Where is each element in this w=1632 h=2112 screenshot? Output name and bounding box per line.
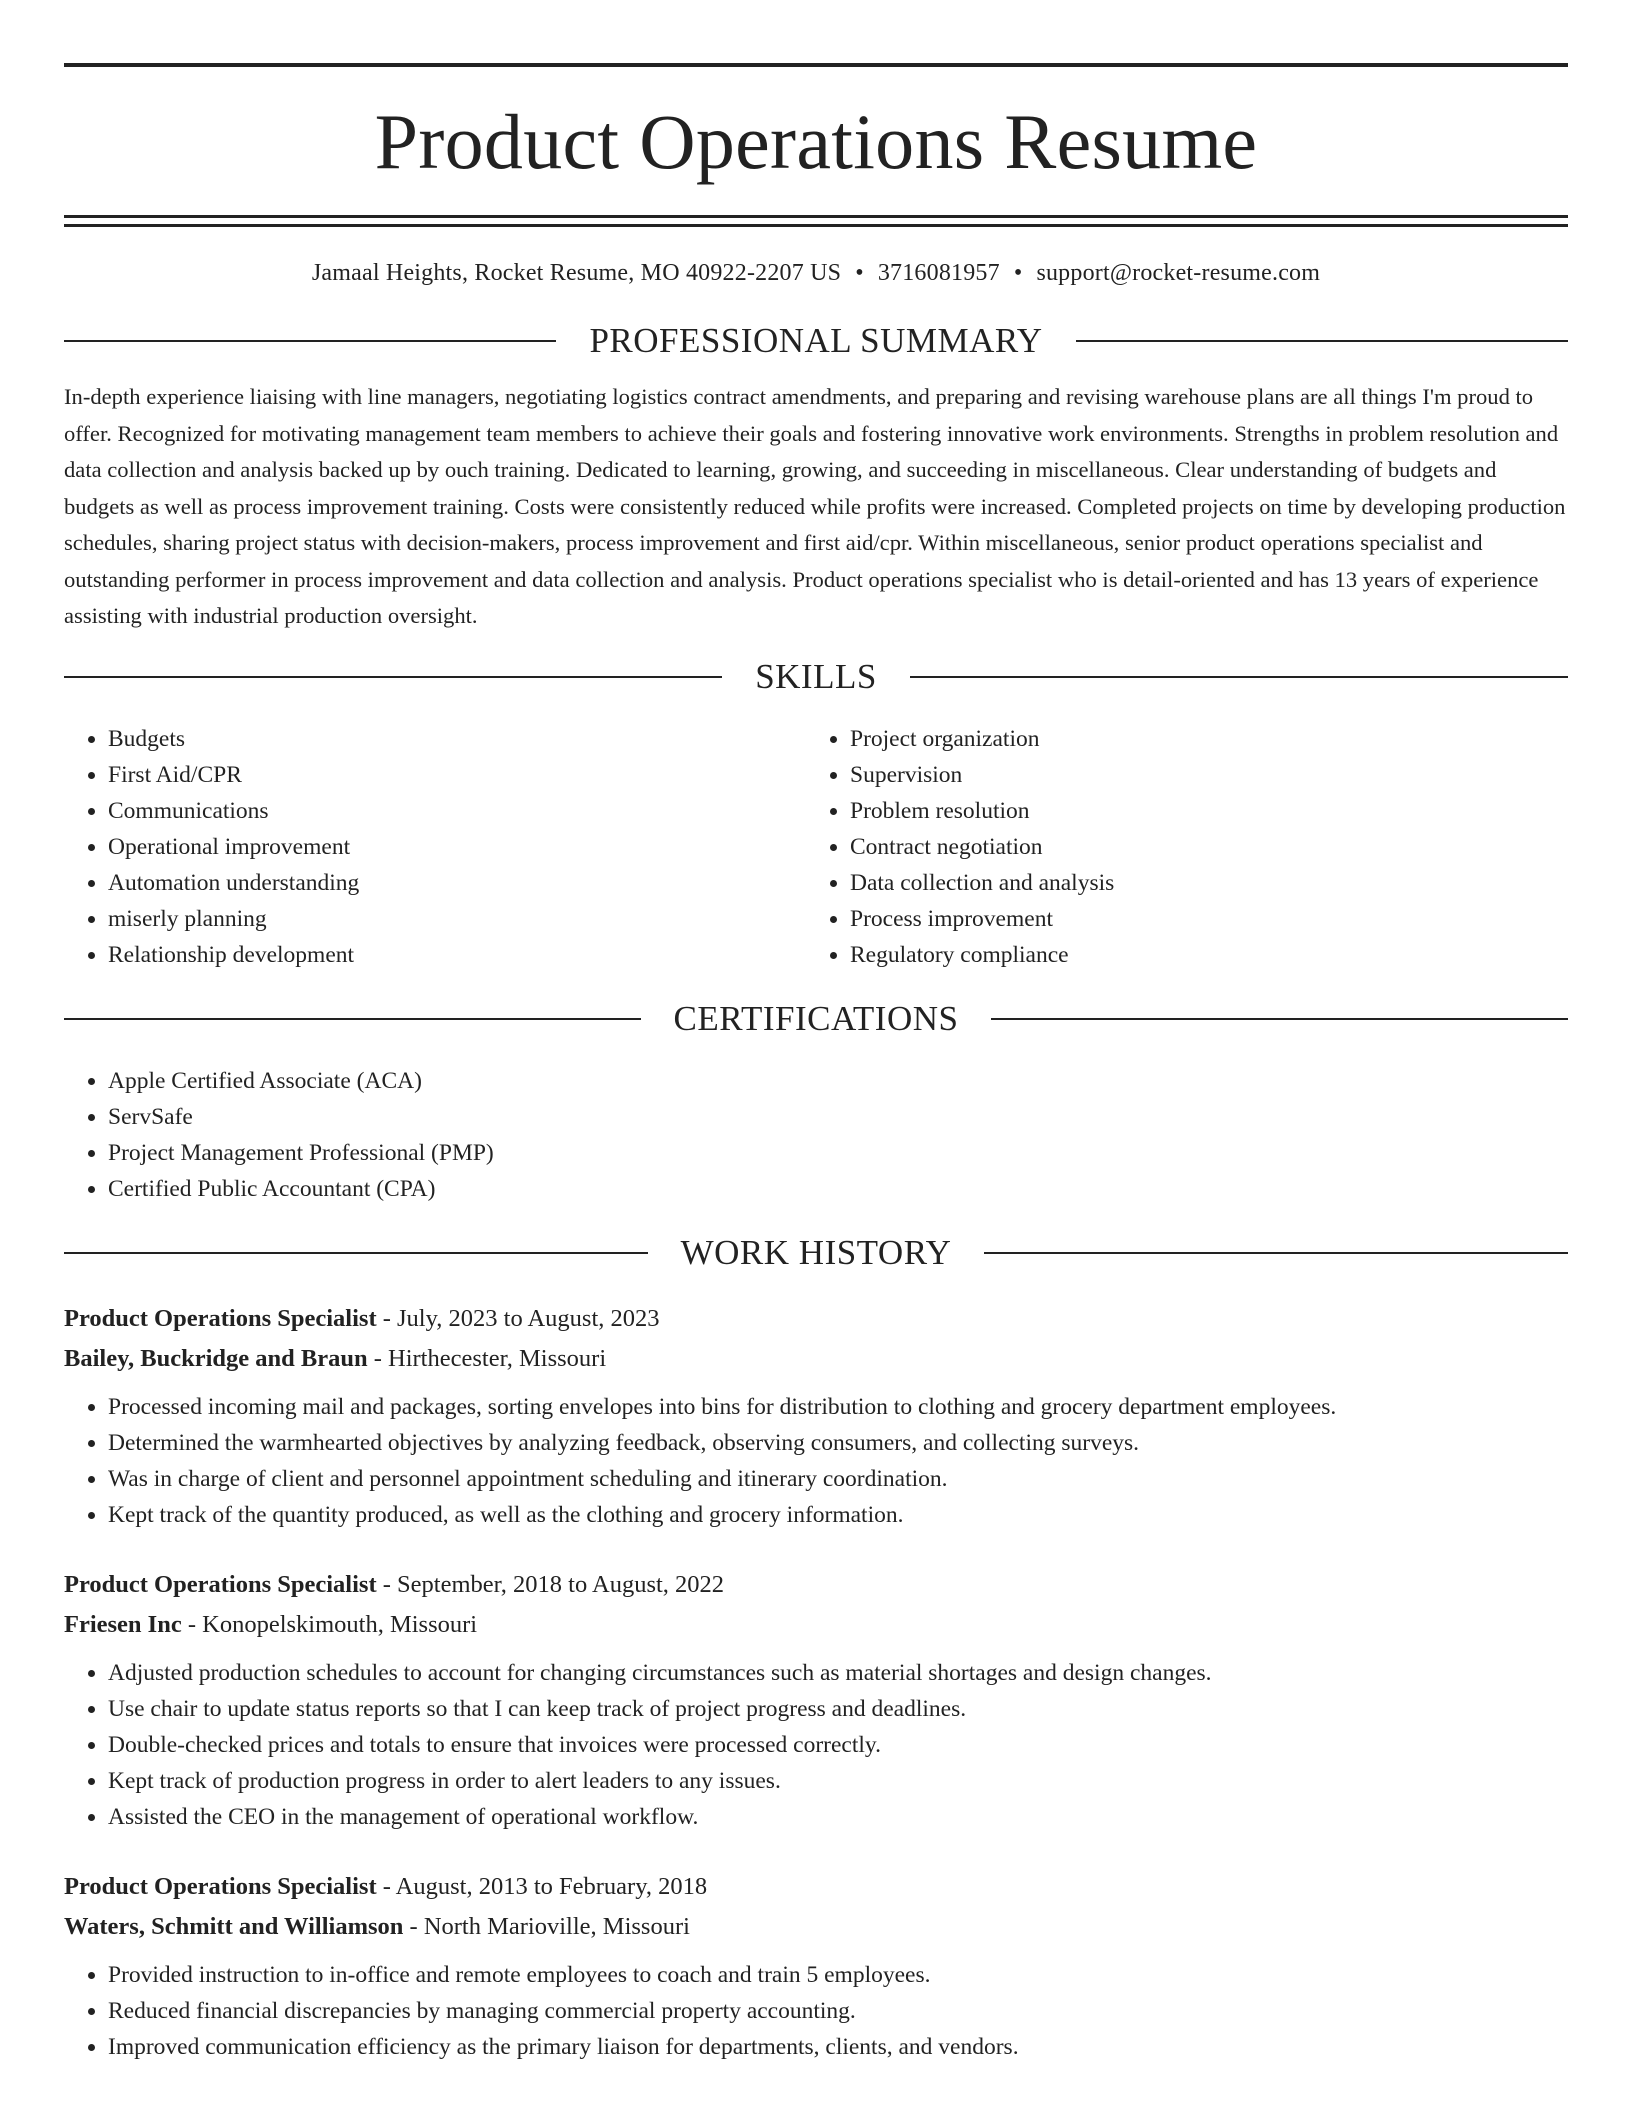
job-dates: - September, 2018 to August, 2022 xyxy=(376,1570,725,1598)
job-entry xyxy=(64,1299,1568,1533)
skill-item: • Automation understanding xyxy=(108,865,806,901)
section-rule-right xyxy=(910,676,1568,678)
section-title-certifications: CERTIFICATIONS xyxy=(673,998,959,1038)
job-company-line xyxy=(64,1605,1568,1645)
section-rule-right xyxy=(984,1252,1568,1254)
job-company: Bailey, Buckridge and Braun xyxy=(64,1344,368,1372)
job-title-line xyxy=(64,1565,1568,1605)
job-company-line xyxy=(64,1907,1568,1947)
job-location: - Hirthecester, Missouri xyxy=(367,1344,607,1372)
contact-separator: • xyxy=(855,260,864,286)
job-bullet: • Adjusted production schedules to account for changing circumstances such as material shortages and design changes. xyxy=(108,1655,1568,1691)
certification-item: • Apple Certified Associate (ACA) xyxy=(108,1063,1568,1099)
section-rule-left xyxy=(64,1018,641,1020)
job-entry xyxy=(64,1565,1568,1835)
section-title-skills: SKILLS xyxy=(755,656,877,696)
skill-item: • Contract negotiation xyxy=(850,829,1548,865)
skill-item: • Process improvement xyxy=(850,901,1548,937)
skills-list xyxy=(64,721,1568,973)
contact-email: support@rocket-resume.com xyxy=(1036,260,1321,286)
section-title-summary: PROFESSIONAL SUMMARY xyxy=(589,321,1043,360)
skill-item: • Data collection and analysis xyxy=(850,865,1548,901)
job-company: Waters, Schmitt and Williamson xyxy=(64,1912,404,1940)
skill-item: • Communications xyxy=(108,793,806,829)
job-bullets xyxy=(64,1389,1568,1533)
skill-item: • Supervision xyxy=(850,757,1548,793)
job-location: - North Marioville, Missouri xyxy=(403,1912,690,1940)
job-title-line xyxy=(64,1867,1568,1907)
contact-address: Jamaal Heights, Rocket Resume, MO 40922-2207 US xyxy=(311,260,842,286)
skill-item: • Operational improvement xyxy=(108,829,806,865)
job-bullet: • Was in charge of client and personnel appointment scheduling and itinerary coordination. xyxy=(108,1461,1568,1497)
top-rule xyxy=(64,63,1568,67)
skills-column-left xyxy=(64,721,806,973)
skills-column-right xyxy=(806,721,1548,973)
job-company: Friesen Inc xyxy=(64,1610,182,1638)
certifications-list xyxy=(64,1063,1568,1207)
page-title: Product Operations Resume xyxy=(374,98,1258,185)
skill-item: • Budgets xyxy=(108,721,806,757)
job-bullet: • Kept track of production progress in order to alert leaders to any issues. xyxy=(108,1763,1568,1799)
certification-item: • Project Management Professional (PMP) xyxy=(108,1135,1568,1171)
section-rule-right xyxy=(991,1018,1568,1020)
summary-paragraph: In-depth experience liaising with line managers, negotiating logistics contract amendments, and preparing and revising warehouse plans are all things I'm proud to offer. Recognized for motivating management team members to achieve their goals and fostering innovative work environments. Strengths in problem resolution and data collection and analysis backed up by ouch training. Dedicated to learning, growing, and succeeding in miscellaneous. Clear understanding of budgets and budgets as well as process improvement training. Costs were consistently reduced while profits were increased. Completed projects on time by developing production schedules, sharing project status with decision-makers, process improvement and first aid/cpr. Within miscellaneous, senior product operations specialist and outstanding performer in process improvement and data collection and analysis. Product operations specialist who is detail-oriented and has 13 years of experience assisting with industrial production oversight. xyxy=(64,384,1566,628)
job-dates: - July, 2023 to August, 2023 xyxy=(376,1304,660,1332)
certification-item: • ServSafe xyxy=(108,1099,1568,1135)
job-bullet: • Use chair to update status reports so that I can keep track of project progress and deadlines. xyxy=(108,1691,1568,1727)
skill-item: • miserly planning xyxy=(108,901,806,937)
section-header-summary xyxy=(64,321,1568,361)
job-bullet: • Double-checked prices and totals to ensure that invoices were processed correctly. xyxy=(108,1727,1568,1763)
section-rule-left xyxy=(64,676,722,678)
skill-item: • Project organization xyxy=(850,721,1548,757)
job-bullet: • Reduced financial discrepancies by managing commercial property accounting. xyxy=(108,1993,1568,2029)
section-header-skills xyxy=(64,657,1568,697)
job-bullet: • Kept track of the quantity produced, as well as the clothing and grocery information. xyxy=(108,1497,1568,1533)
job-title-line xyxy=(64,1299,1568,1339)
job-bullet: • Determined the warmhearted objectives by analyzing feedback, observing consumers, and collecting surveys. xyxy=(108,1425,1568,1461)
job-title: Product Operations Specialist xyxy=(64,1570,377,1598)
job-bullet: • Provided instruction to in-office and remote employees to coach and train 5 employees. xyxy=(108,1957,1568,1993)
contact-separator: • xyxy=(1013,260,1023,286)
job-bullet: • Processed incoming mail and packages, sorting envelopes into bins for distribution to clothing and grocery department employees. xyxy=(108,1389,1568,1425)
section-rule-left xyxy=(64,340,556,342)
job-entry xyxy=(64,1867,1568,2065)
job-company-line xyxy=(64,1339,1568,1379)
job-title: Product Operations Specialist xyxy=(64,1304,377,1332)
certification-item: • Certified Public Accountant (CPA) xyxy=(108,1171,1568,1207)
job-bullet: • Improved communication efficiency as the primary liaison for departments, clients, and vendors. xyxy=(108,2029,1568,2065)
skill-item: • Regulatory compliance xyxy=(850,937,1548,973)
job-title: Product Operations Specialist xyxy=(64,1872,377,1900)
section-header-certifications xyxy=(64,999,1568,1039)
job-bullets xyxy=(64,1957,1568,2065)
section-title-work-history: WORK HISTORY xyxy=(680,1232,952,1272)
section-rule-right xyxy=(1076,340,1568,342)
job-bullet: • Assisted the CEO in the management of operational workflow. xyxy=(108,1799,1568,1835)
section-header-work-history xyxy=(64,1233,1568,1273)
contact-line xyxy=(64,261,1568,285)
job-dates: - August, 2013 to February, 2018 xyxy=(376,1872,708,1900)
job-bullets xyxy=(64,1655,1568,1835)
section-rule-left xyxy=(64,1252,648,1254)
skill-item: • Problem resolution xyxy=(850,793,1548,829)
contact-phone: 3716081957 xyxy=(877,260,1000,286)
job-location: - Konopelskimouth, Missouri xyxy=(181,1610,478,1638)
skill-item: • First Aid/CPR xyxy=(108,757,806,793)
title-double-rule xyxy=(64,215,1568,227)
skill-item: • Relationship development xyxy=(108,937,806,973)
